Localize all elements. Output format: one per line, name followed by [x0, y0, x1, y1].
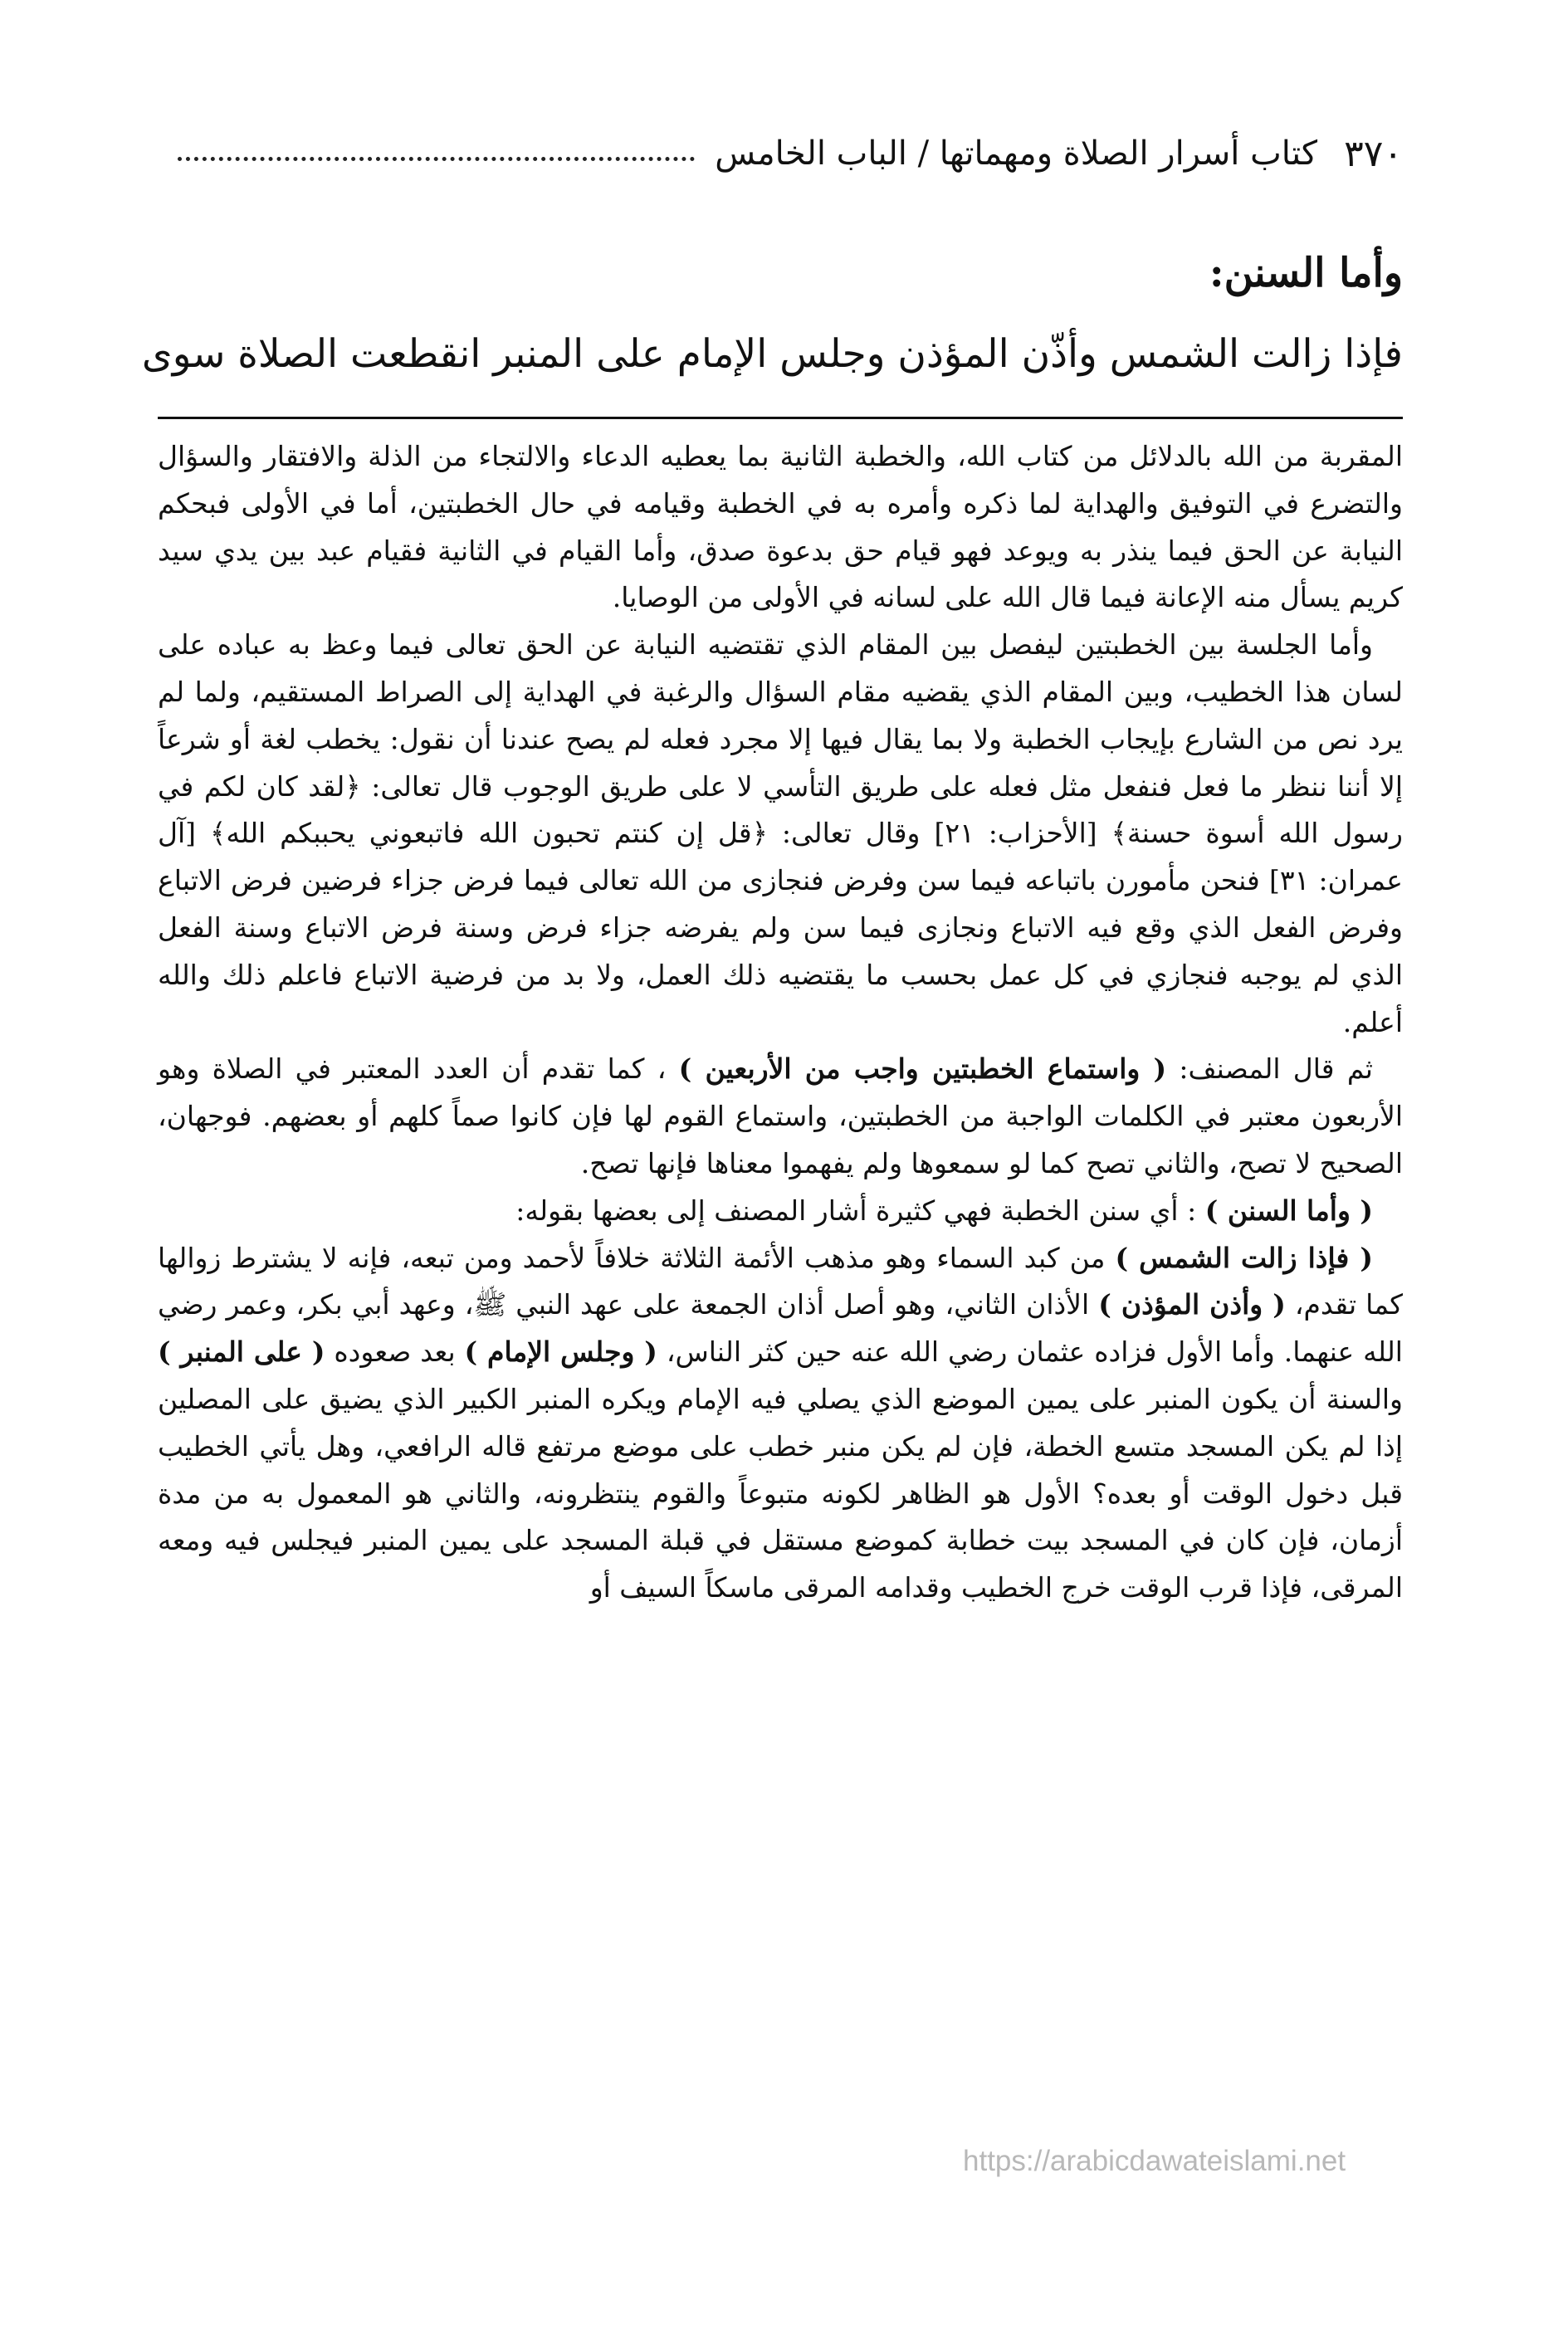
commentary-text: ثم قال المصنف:	[1179, 1052, 1373, 1086]
commentary-text: الأذان الثاني، وهو أصل أذان الجمعة على عهد النبي ﷺ، وعهد أبي بكر، وعمر رضي الله عنهما. وأما الأول فزاده عثمان رضي الله عنه حين كثر الناس،	[158, 1288, 1403, 1369]
header-dot-leader	[178, 157, 695, 161]
main-text-line: فإذا زالت الشمس وأذّن المؤذن وجلس الإمام على المنبر انقطعت الصلاة سوى	[141, 331, 1403, 378]
commentary-block	[158, 433, 1403, 1612]
commentary-paragraph-5	[158, 1235, 1403, 1612]
section-heading: وأما السنن:	[1209, 250, 1403, 296]
running-title: كتاب أسرار الصلاة ومهماتها / الباب الخامس	[715, 134, 1318, 173]
watermark-url: https://arabicdawateislami.net	[963, 2145, 1346, 2177]
main-text-block	[141, 247, 1403, 382]
quoted-matn: ( وأما السنن )	[1204, 1194, 1373, 1227]
quoted-matn: ( واستماع الخطبتين واجب من الأربعين )	[678, 1052, 1167, 1086]
commentary-paragraph-2: وأما الجلسة بين الخطبتين ليفصل بين المقام الذي تقتضيه النيابة عن الحق تعالى فيما وعظ به عباده على لسان هذا الخطيب، وبين المقام الذي يقضيه مقام السؤال والرغبة في الهداية إلى الصراط المستقيم، ولما لم يرد نص من الشارع بإيجاب الخطبة ولا بما يقال فيها إلا مجرد فعله لم يصح عندنا أن نقول: يخطب لغة أو شرعاً إلا أننا ننظر ما فعل فنفعل مثل فعله على طريق التأسي لا على طريق الوجوب قال تعالى: ﴿لقد كان لكم في رسول الله أسوة حسنة﴾ [الأحزاب: ٢١] وقال تعالى: ﴿قل إن كنتم تحبون الله فاتبعوني يحببكم الله﴾ [آل عمران: ٣١] فنحن مأمورن باتباعه فيما سن وفرض فنجازى من الله تعالى فيما فرض جزاء فرضين فرض الاتباع وفرض الفعل الذي وقع فيه الاتباع ونجازى فيما سن ولم يفرضه جزاء فرض وسنة فرض الاتباع وسنة الفعل الذي لم يوجبه فنجازي في كل عمل بحسب ما يقتضيه ذلك العمل، ولا بد من فرضية الاتباع فاعلم ذلك والله أعلم.	[158, 628, 1403, 1038]
commentary-text: بعد صعوده	[334, 1336, 456, 1369]
separator-rule	[158, 417, 1403, 419]
commentary-text: : أي سنن الخطبة فهي كثيرة أشار المصنف إلى بعضها بقوله:	[515, 1194, 1197, 1227]
commentary-text: والسنة أن يكون المنبر على يمين الموضع الذي يصلي فيه الإمام ويكره المنبر الكبير الذي يضيق على المصلين إذا لم يكن المسجد متسع الخطة، فإن لم يكن منبر خطب على موضع مرتفع قاله الرافعي، وهل يأتي الخطيب قبل دخول الوقت أو بعده؟ الأول هو الظاهر لكونه متبوعاً والقوم ينتظرونه، والثاني هو المعمول به من مدة أزمان، فإن كان في المسجد بيت خطابة كموضع مستقل في قبلة المسجد على يمين المنبر فيجلس فيه ومعه المرقى، فإذا قرب الوقت خرج الخطيب وقدامه المرقى ماسكاً السيف أو	[158, 1382, 1403, 1604]
page-header	[158, 125, 1403, 183]
quoted-matn: ( وأذن المؤذن )	[1098, 1288, 1286, 1321]
commentary-paragraph-4	[158, 1188, 1403, 1235]
commentary-text: من كبد السماء وهو مذهب الأئمة الثلاثة خلافاً لأحمد ومن تبعه، فإنه لا يشترط زوالها كما تقدم،	[158, 1241, 1403, 1321]
commentary-paragraph-3	[158, 1046, 1403, 1187]
commentary-text: ، كما تقدم أن العدد المعتبر في الصلاة وهو الأربعون معتبر في الكلمات الواجبة من الخطبتين، واستماع القوم لها فإن كانوا صماً كلهم أو بعضهم. فوجهان، الصحيح لا تصح، والثاني تصح كما لو سمعوها ولم يفهموا معناها فإنها تصح.	[158, 1052, 1403, 1179]
quoted-matn: ( على المنبر )	[158, 1336, 325, 1369]
page-number: ٣٧٠	[1344, 132, 1403, 175]
quoted-matn: ( وجلس الإمام )	[464, 1336, 657, 1369]
commentary-paragraph-1: المقربة من الله بالدلائل من كتاب الله، والخطبة الثانية بما يعطيه الدعاء والالتجاء من الذلة والافتقار والسؤال والتضرع في التوفيق والهداية لما ذكره وأمره به في الخطبة وقيامه في حال الخطبتين، أما في الأولى فبحكم النيابة عن الحق فيما ينذر به ويوعد فهو قيام حق بدعوة صدق، وأما القيام في الثانية فقيام عبد بين يدي سيد كريم يسأل منه الإعانة فيما قال الله على لسانه في الأولى من الوصايا.	[158, 440, 1403, 614]
quoted-matn: ( فإذا زالت الشمس )	[1115, 1241, 1373, 1274]
